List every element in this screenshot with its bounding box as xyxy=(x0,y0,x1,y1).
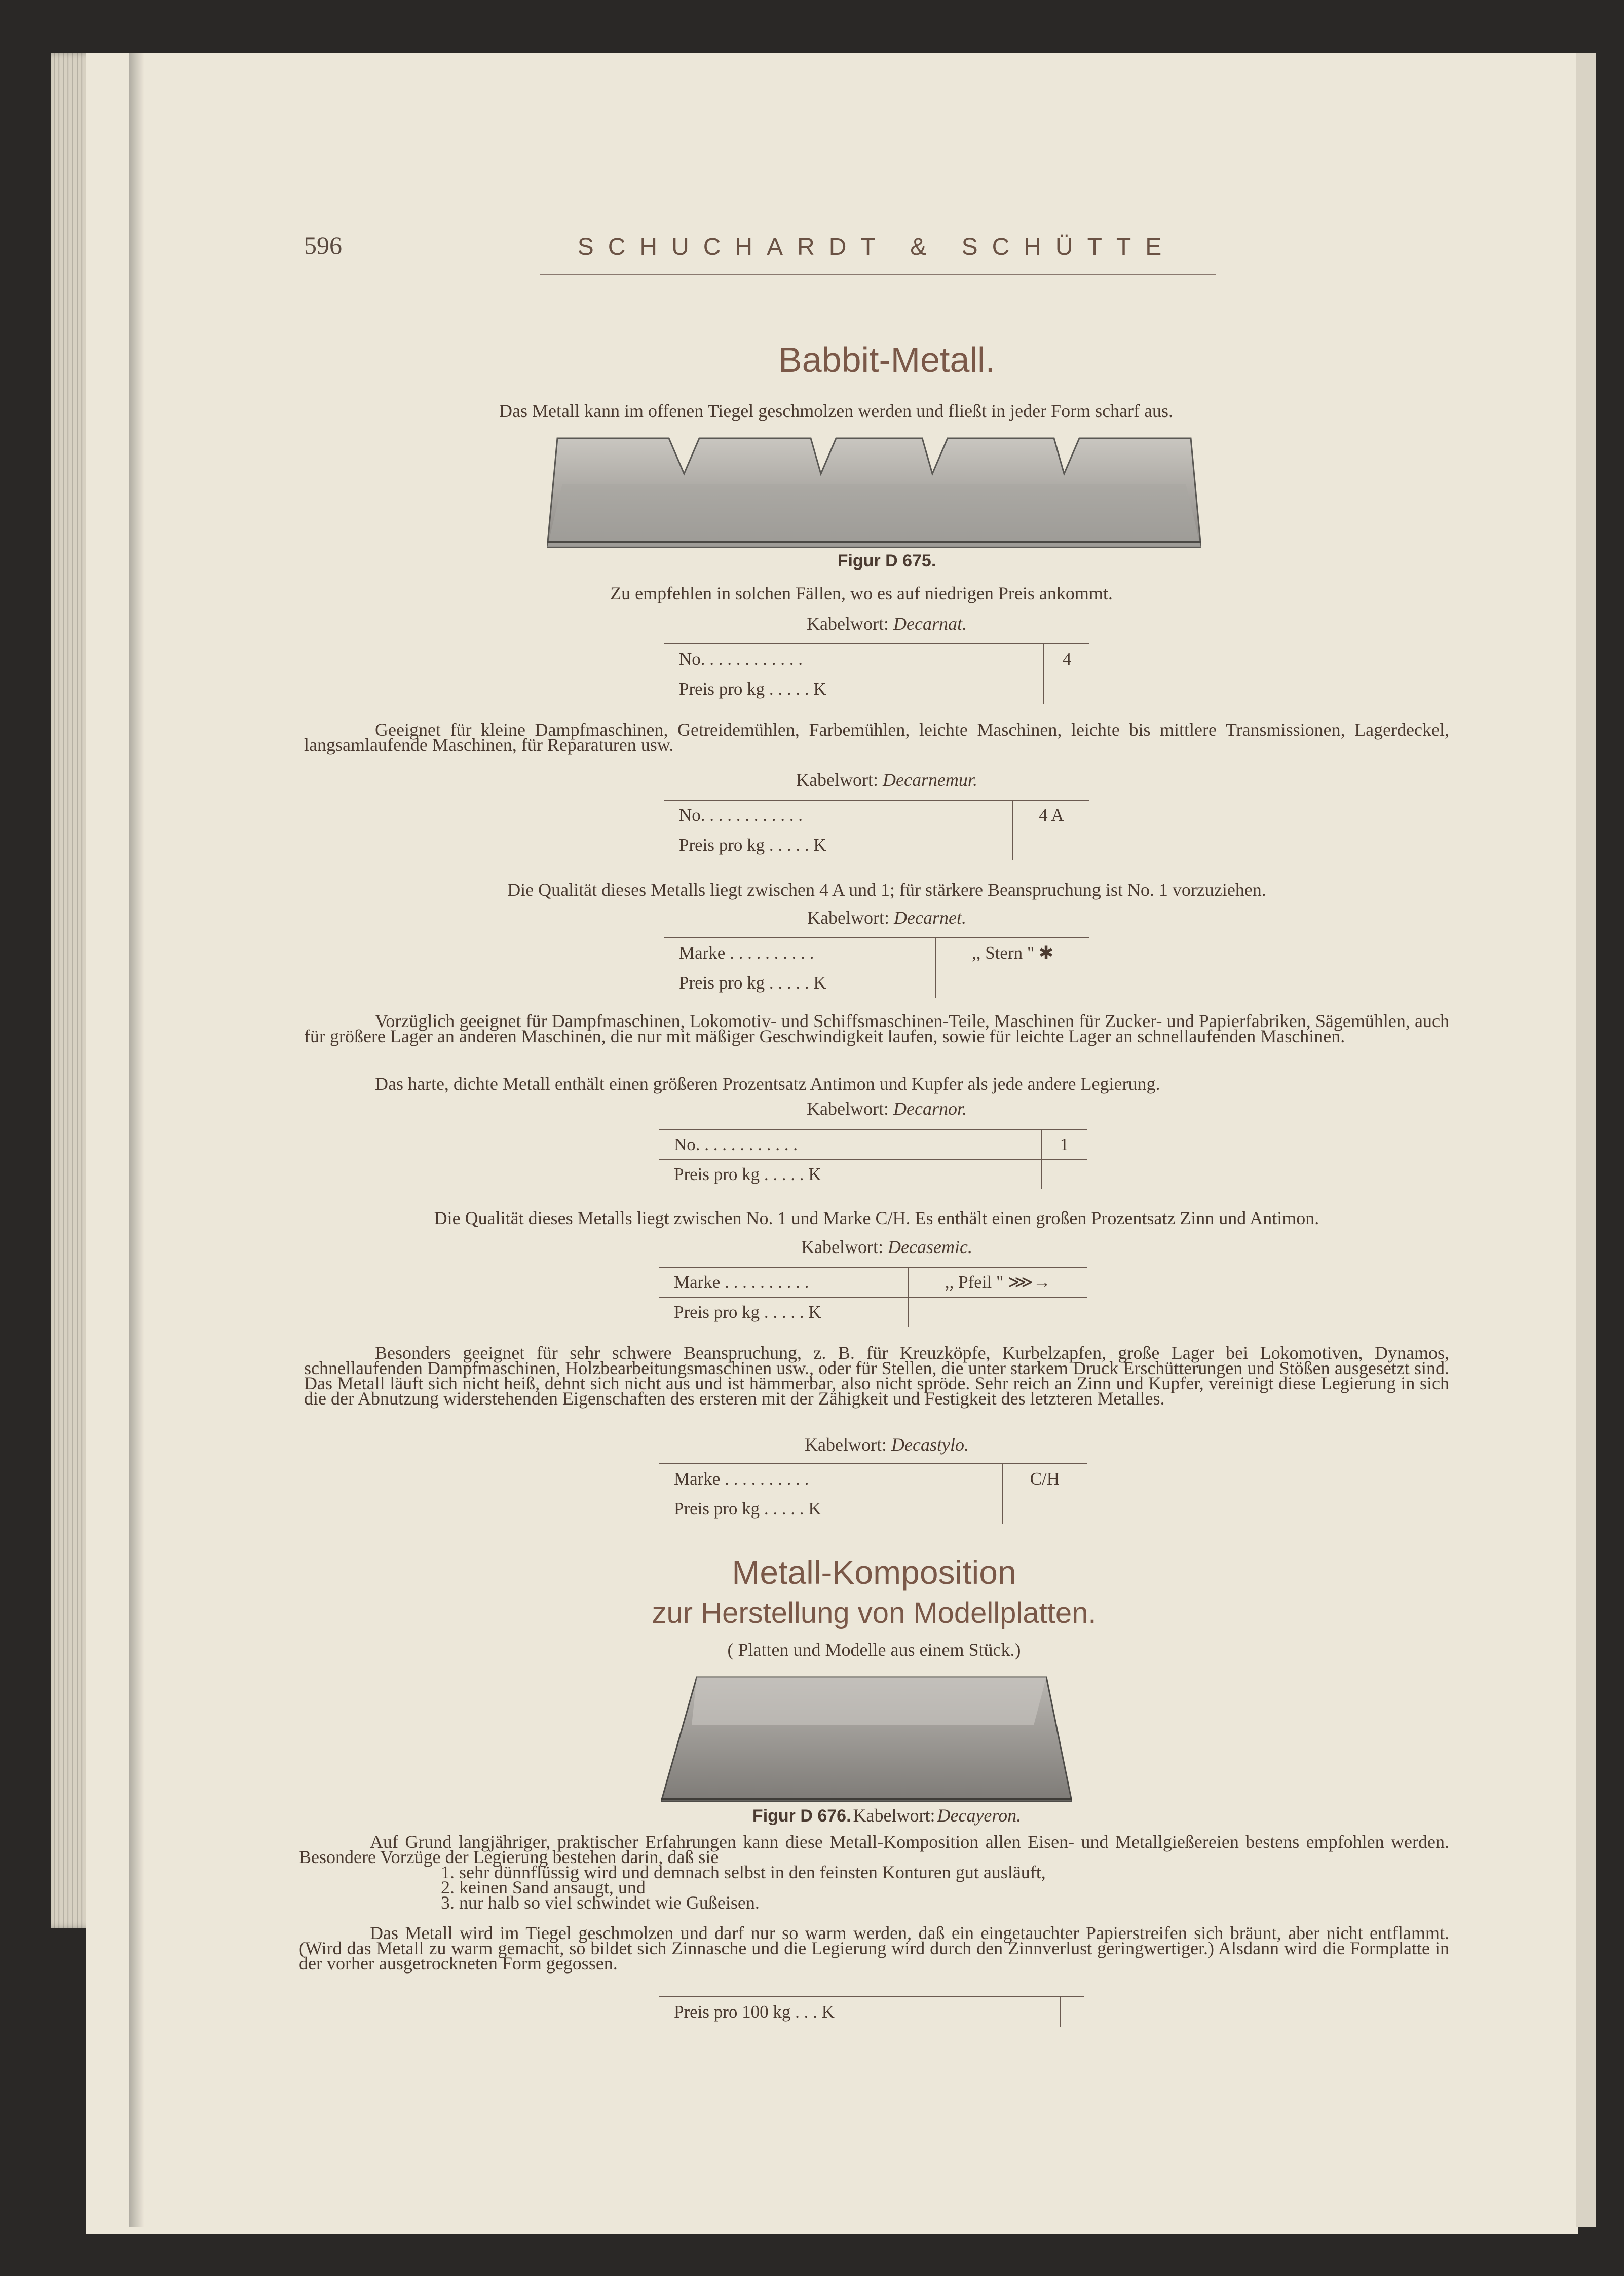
key-value: ,, Stern " ✱ xyxy=(935,938,1089,968)
key-label: Marke . . . . . . . . . . xyxy=(664,938,935,968)
price-value xyxy=(935,968,1089,998)
description-text-2: Das harte, dichte Metall enthält einen größeren Prozentsatz Antimon und Kupfer als jede andere Legierung. xyxy=(375,1074,1160,1094)
price-value xyxy=(1013,830,1089,860)
kabelwort-line: Kabelwort: Decarnor. xyxy=(807,1098,967,1119)
header-rule xyxy=(540,274,1216,275)
price-value xyxy=(1044,674,1089,704)
section-note: ( Platten und Modelle aus einem Stück.) xyxy=(727,1640,1021,1660)
description-text: Geeignet für kleine Dampfmaschinen, Getreidemühlen, Farbemühlen, leichte Maschinen, leichte bis mittlere Transmissionen, Lagerdeckel, langsamlaufende Maschinen, für Reparaturen usw. xyxy=(304,719,1449,755)
plate-ingot-figure xyxy=(661,1675,1072,1806)
description-text: Die Qualität dieses Metalls liegt zwischen 4 A und 1; für stärkere Beanspruchung ist No. 1 vorzuziehen. xyxy=(507,880,1266,900)
key-value: 1 xyxy=(1041,1129,1087,1160)
recommendation-text: Zu empfehlen in solchen Fällen, wo es auf niedrigen Preis ankommt. xyxy=(610,583,1113,603)
price-table xyxy=(659,1267,1087,1327)
kabelwort-line: Kabelwort: Decarnet. xyxy=(807,907,966,928)
kabelwort-line: Kabelwort: Decarnat. xyxy=(807,614,967,634)
section-title-2: Metall-Komposition xyxy=(732,1553,1016,1591)
property-list xyxy=(441,1862,1353,1913)
price-value xyxy=(1060,1997,1084,2027)
description-text: Besonders geeignet für sehr schwere Beanspruchung, z. B. für Kreuzköpfe, Kurbelzapfen, große Lager bei Lokomotiven, Dynamos, schnellaufenden Dampfmaschinen, Holzbearbeitungsmaschinen usw., oder für Stellen, die unter starkem Druck Erschütterungen und Stößen ausgesetzt sind. Das Metall läuft sich nicht heiß, dehnt sich nicht aus und ist hämmerbar, also nicht spröde. Sehr reich an Zinn und Kupfer, vereinigt diese Legierung in sich die der Abnutzung widerstehenden Eigenschaften des ersteren mit der Zähigkeit und Festigkeit des letzteren Metalles. xyxy=(304,1343,1449,1409)
intro-text: Das Metall kann im offenen Tiegel geschmolzen werden und fließt in jeder Form scharf aus. xyxy=(499,401,1173,421)
running-header: SCHUCHARDT & SCHÜTTE xyxy=(577,234,1176,260)
page-right-edge xyxy=(1576,53,1596,2227)
price-table xyxy=(664,643,1089,704)
kabelwort-line: Kabelwort: Decarnemur. xyxy=(796,770,977,790)
babbit-ingot-figure xyxy=(547,433,1201,550)
price-table xyxy=(659,1996,1084,2027)
price-table xyxy=(659,1463,1087,1524)
list-item: 2. keinen Sand ansaugt, und xyxy=(441,1877,646,1898)
description-text-2: Das Metall wird im Tiegel geschmolzen und darf nur so warm werden, daß ein eingetauchter Papierstreifen sich bräunt, aber nicht entflammt. (Wird das Metall zu warm gemacht, so bildet sich Zinnasche und die Legierung wird durch den Zinnverlust geringwertiger.) Alsdann wird die Formplatte in der vorher ausgetrockneten Form gegossen. xyxy=(299,1923,1449,1974)
price-table xyxy=(664,800,1089,860)
price-label: Preis pro kg . . . . . K xyxy=(679,679,826,699)
key-label: Marke . . . . . . . . . . xyxy=(659,1267,909,1298)
price-label: Preis pro kg . . . . . K xyxy=(679,973,826,993)
key-value: 4 A xyxy=(1013,800,1089,830)
price-label: Preis pro kg . . . . . K xyxy=(674,1499,821,1519)
list-item: 1. sehr dünnflüssig wird und demnach selbst in den feinsten Konturen gut ausläuft, xyxy=(441,1862,1046,1882)
price-table xyxy=(664,937,1089,998)
price-label: Preis pro 100 kg . . . K xyxy=(659,1997,1060,2027)
figure-caption-2: Figur D 676. Kabelwort: Decayeron. xyxy=(752,1805,1022,1826)
key-value: C/H xyxy=(1002,1464,1087,1494)
list-item: 3. nur halb so viel schwindet wie Gußeisen. xyxy=(441,1892,760,1913)
price-label: Preis pro kg . . . . . K xyxy=(679,835,826,855)
price-label: Preis pro kg . . . . . K xyxy=(674,1164,821,1184)
key-label: No. . . . . . . . . . . . xyxy=(664,644,1044,674)
section-subtitle: zur Herstellung von Modellplatten. xyxy=(652,1597,1097,1629)
price-label: Preis pro kg . . . . . K xyxy=(674,1302,821,1322)
kabelwort-line: Kabelwort: Decasemic. xyxy=(801,1237,972,1257)
gutter-shadow xyxy=(129,53,144,2227)
figure-caption: Figur D 675. xyxy=(837,551,936,571)
price-value xyxy=(1041,1160,1087,1190)
description-text: Auf Grund langjähriger, praktischer Erfahrungen kann diese Metall-Komposition allen Eisen- und Metallgießereien bestens empfohlen werden. Besondere Vorzüge der Legierung bestehen darin, daß sie xyxy=(299,1832,1449,1867)
description-text: Die Qualität dieses Metalls liegt zwischen No. 1 und Marke C/H. Es enthält einen großen Prozentsatz Zinn und Antimon. xyxy=(434,1208,1319,1228)
description-text: Vorzüglich geeignet für Dampfmaschinen, Lokomotiv- und Schiffsmaschinen-Teile, Maschinen für Zucker- und Papierfabriken, Sägemühlen, auch für größere Lager an anderen Maschinen, die nur mit mäßiger Geschwindigkeit laufen, sowie für leichte Lager an schnellaufenden Maschinen. xyxy=(304,1011,1449,1046)
page-number: 596 xyxy=(304,231,342,259)
key-value: ,, Pfeil " ⋙→ xyxy=(909,1267,1087,1298)
key-label: No. . . . . . . . . . . . xyxy=(659,1129,1041,1160)
price-value xyxy=(1002,1494,1087,1524)
section-title: Babbit-Metall. xyxy=(778,340,995,380)
key-label: Marke . . . . . . . . . . xyxy=(659,1464,1002,1494)
key-value: 4 xyxy=(1044,644,1089,674)
price-value xyxy=(909,1298,1087,1327)
key-label: No. . . . . . . . . . . . xyxy=(664,800,1013,830)
price-table xyxy=(659,1129,1087,1189)
kabelwort-line: Kabelwort: Decastylo. xyxy=(805,1434,969,1455)
